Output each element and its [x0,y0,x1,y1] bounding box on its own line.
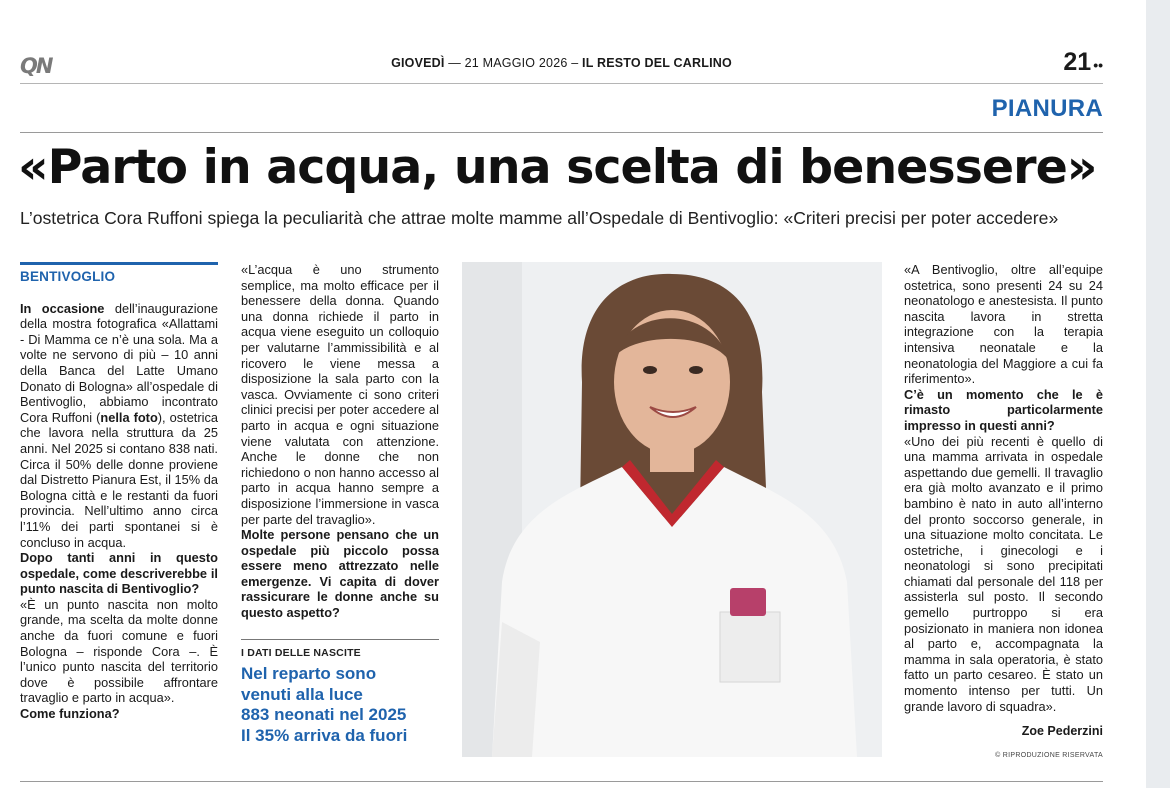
answer-3: «A Bentivoglio, oltre all’equipe ostetrica, sono presenti 24 su 24 neonatologo e anestesista. Il punto nascita lavora in stretta integrazione con la terapia intensiva neonatale e la neonatologia del Maggiore a cui fa riferimento». [904,262,1103,387]
breast-pocket [720,612,780,682]
qn-logo: QN [20,54,52,78]
data-box-kicker: I DATI DELLE NASCITE [241,646,361,659]
answer-1: «È un punto nascita non molto grande, ma scelta da molte donne anche da fuori comune e fuori Bologna – risponde Cora –. È l’unico punto nascita del territorio dove è possibile affrontare travaglio e parto in acqua». [20,596,218,706]
subheadline: L’ostetrica Cora Ruffoni spiega la peculiarità che attrae molte mamme all’Ospedale di Bentivoglio: «Criteri precisi per poter accedere» [20,208,1059,228]
copyright-notice: © RIPRODUZIONE RISERVATA [995,751,1103,759]
article-column-2 [241,262,439,746]
location-kicker: BENTIVOGLIO [20,269,116,284]
dateline-day: GIOVEDÌ [391,56,445,70]
data-box-title [241,664,439,746]
answer-2: «L’acqua è uno strumento semplice, ma molto efficace per il benessere della donna. Quando una donna richiede il parto in acqua viene eseguito un colloquio per valutarne l’ammissibilità e al ricovero le viene messa a disposizione la sala parto con la vasca. Ovviamente ci sono criteri clinici precisi per poter accedere al parto in acqua e ogni situazione viene valutata con attenzione. Anche le donne che non richiedono o non hanno accesso al parto in acqua hanno sempre a disposizione l’immersione in vasca per parte del travaglio». [241,262,439,527]
dateline-sep: – [571,56,579,70]
question-3: Molte persone pensano che un ospedale più piccolo possa essere meno attrezzato nelle emergenze. Vi capita di dover rassicurare le donne anche su questo aspetto? [241,527,439,621]
data-box-line-4: Il 35% arriva da fuori [241,725,408,745]
dateline-dash: — [448,56,461,70]
phone-in-pocket [730,588,766,616]
window-scrollbar-track[interactable] [1146,0,1170,788]
answer-4: «Uno dei più recenti è quello di una mamma arrivata in ospedale aspettando due gemelli. Il travaglio era già molto avanzato e il primo bambino è nato in auto all’interno del pronto soccorso generale, in una situazione molto concitata. Le ostetriche, i ginecologi e i neonatologi si sono precipitati chiamati dal personale del 118 per assisterla sul posto. Il secondo gemello purtroppo si era posizionato in maniera non idonea al parto e, accompagnata la mamma in sala operatoria, è stato fatto un parto cesareo. È stato un momento intenso per tutti. Un grande lavoro di squadra». [904,433,1103,714]
author-byline: Zoe Pederzini [1021,724,1103,739]
data-box-line-2: venuti alla luce [241,684,363,704]
header-rule [20,83,1103,84]
headline: «Parto in acqua, una scelta di benessere» [18,140,1097,195]
kicker-rule [20,262,218,265]
article-photo [462,262,882,757]
newspaper-name: IL RESTO DEL CARLINO [582,56,732,70]
lead-words: In occasione [20,300,105,316]
photo-reference: nella foto [100,409,158,425]
article-column-1 [20,262,218,722]
question-1: Dopo tanti anni in questo ospedale, come descriverebbe il punto nascita di Bentivoglio? [20,550,218,597]
question-2: Come funziona? [20,706,120,722]
page-number-value: 21 [1063,48,1092,76]
intro-paragraph [20,301,218,551]
article-column-4 [904,262,1103,763]
intro-text-b: ), ostetrica che lavora nella struttura da 25 anni. Nel 2025 si contano 838 nati. Circa il 50% delle donne proviene dal Distretto Pianura Est, il 15% da Bologna città e le restanti da fuori provincia. Nell’ultimo anno circa l’11% dei parti spontanei si è concluso in acqua. [20,409,218,550]
section-label: PIANURA [991,95,1103,122]
data-box-line-3: 883 neonati nel 2025 [241,705,407,725]
left-eye [643,366,657,374]
portrait-illustration [462,262,882,757]
section-rule [20,132,1103,133]
question-4: C’è un momento che le è rimasto particolarmente impresso in questi anni? [904,386,1103,433]
data-box-rule [241,639,439,640]
page-header [20,48,1103,78]
right-eye [689,366,703,374]
dateline [20,56,1103,70]
neck [650,442,694,472]
data-box-line-1: Nel reparto sono [241,664,377,684]
intro-text-a: dell’inaugurazione della mostra fotografica «Allattami - Di Mamma ce n’è una sola. Ma a volte ne servono di più – 10 anni della Banca del Latte Umano Donato di Bologna» all’ospedale di Bentivoglio, abbiamo incontrato Cora Ruffoni ( [20,300,218,425]
page-number-dots: •• [1093,57,1103,73]
dateline-date: 21 MAGGIO 2026 [464,56,568,70]
footer-rule [20,781,1103,782]
page-number [1063,48,1103,77]
